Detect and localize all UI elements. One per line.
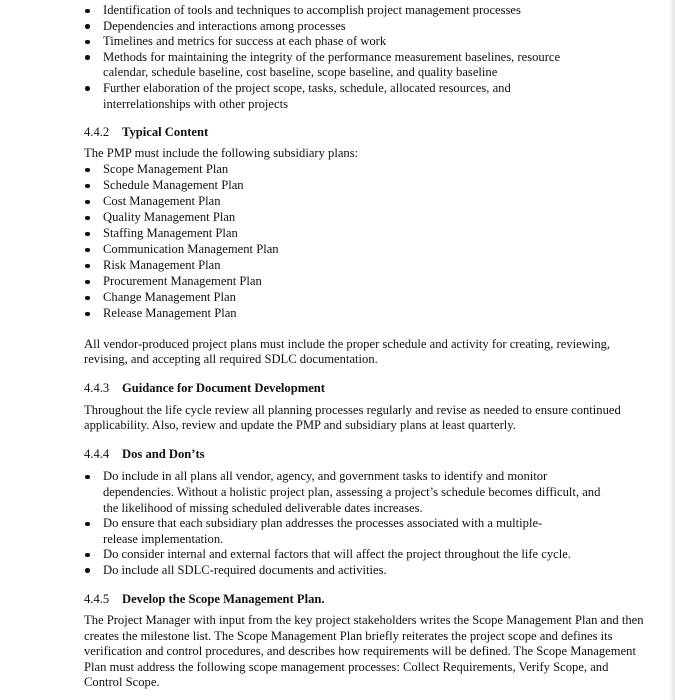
list-item: Communication Management Plan: [84, 242, 644, 258]
list-item: Methods for maintaining the integrity of the performance measurement baselines, resource calendar, schedule baseline, cost baseline, scope baseline, and quality baseline: [84, 50, 606, 81]
list-item: Procurement Management Plan: [84, 274, 644, 290]
paragraph: All vendor-produced project plans must include the proper schedule and activity for creating, reviewing, revising, and accepting all required SDLC documentation.: [84, 336, 611, 367]
list-item: Risk Management Plan: [84, 258, 644, 274]
list-item: Identification of tools and techniques to accomplish project management processes: [84, 3, 644, 19]
section-title: Typical Content: [122, 125, 209, 140]
section-title: Dos and Don’ts: [122, 446, 205, 461]
list-item: Do include all SDLC-required documents and activities.: [84, 563, 644, 579]
list-item: Quality Management Plan: [84, 210, 644, 226]
section-heading-4-4-2: [84, 125, 644, 141]
section-title: Develop the Scope Management Plan.: [122, 591, 325, 606]
paragraph: Throughout the life cycle review all planning processes regularly and revise as needed to ensure continued applicability. Also, review and update the PMP and subsidiary plans at least quarterly.: [84, 402, 621, 433]
section-number: 4.4.5: [84, 591, 110, 606]
page-edge-shadow: [669, 0, 675, 700]
section-title: Guidance for Document Development: [122, 380, 325, 395]
paragraph: The PMP must include the following subsidiary plans:: [84, 145, 359, 160]
list-item: Further elaboration of the project scope, tasks, schedule, allocated resources, and interrelationships with other projects: [84, 81, 544, 112]
dos-and-donts-list: [84, 469, 644, 578]
list-item: Do ensure that each subsidiary plan addresses the processes associated with a multiple-release implementation.: [84, 516, 564, 547]
section-number: 4.4.3: [84, 380, 110, 395]
list-item: Timelines and metrics for success at each phase of work: [84, 34, 644, 50]
paragraph: The Project Manager with input from the key project stakeholders writes the Scope Management Plan and then creates the milestone list. The Scope Management Plan briefly reiterates the project scope and defines its verification and control procedures, and describes how requirements will be defined. The Scope Management Plan must address the following scope management processes: Collect Requirements, Verify Scope, and Control Scope.: [84, 613, 644, 690]
list-item: Schedule Management Plan: [84, 178, 644, 194]
document-page: [84, 0, 644, 691]
list-item: Release Management Plan: [84, 306, 644, 322]
list-item: Dependencies and interactions among processes: [84, 19, 644, 35]
section-heading-4-4-5: [84, 592, 644, 608]
subsidiary-plans-list: [84, 162, 644, 321]
top-bullet-list: [84, 3, 644, 112]
list-item: Scope Management Plan: [84, 162, 644, 178]
section-number: 4.4.2: [84, 125, 110, 140]
section-heading-4-4-3: [84, 381, 644, 397]
list-item: Staffing Management Plan: [84, 226, 644, 242]
list-item: Do consider internal and external factors that will affect the project throughout the life cycle.: [84, 547, 644, 563]
list-item: Do include in all plans all vendor, agency, and government tasks to identify and monitor dependencies. Without a holistic project plan, assessing a project’s schedule becomes difficult, and the likelihood of missing scheduled deliverable dates increases.: [84, 469, 604, 516]
section-number: 4.4.4: [84, 446, 110, 461]
list-item: Change Management Plan: [84, 290, 644, 306]
list-item: Cost Management Plan: [84, 194, 644, 210]
section-heading-4-4-4: [84, 447, 644, 463]
